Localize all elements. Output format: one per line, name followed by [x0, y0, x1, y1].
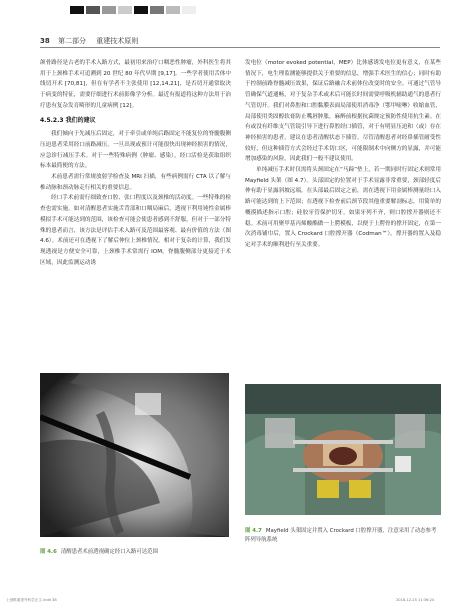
- xray-illustration: [40, 373, 229, 537]
- surgery-illustration: [245, 384, 441, 515]
- body-paragraph: 术前患者需行常规放射学检查及 MRI 扫描，有些病例需行 CTA 以了解与椎动脉和颈动脉走行相关的重要信息。: [40, 174, 231, 191]
- left-column: [40, 58, 231, 268]
- body-paragraph: 经口手术前需行细致查口腔、张口程度以及颈椎的活动度。一些特殊的检查也需实施，如对清醒患者实施舌背部和口咽局麻后，透视下利用钝性金属棒模拟手术可能达到的范围，该检查可能会使患者感到不舒服，但对于一部分特殊的患者而言，该方法是评估手术入路可及范围最客观、最有价值的方法（图 4.6）。术前还可在透视下了解后伸位上颈椎情况，相对于复杂的计算，我们发现透视是方便安全可靠，上颈椎手术常需行 IOM，脊髓腹侧部分更接近于术区域，因此监测运动诱: [40, 195, 231, 266]
- figure-4-6-label: 图 4.6: [40, 549, 57, 555]
- registration-marks: [70, 6, 196, 14]
- figure-4-7-caption: [245, 527, 441, 545]
- body-paragraph: 我们倾向于先减压后固定，对于牵引或单纯后路固定不能复位的脊髓腹侧压迫患者采用经口前路减压。一旦出现或预计可能很快出现神经损害的情况，应急诊行减压手术。对于一些特殊病例（肿瘤、感染），经口活检是获取组织标本最简便的方法。: [40, 131, 231, 170]
- body-paragraph: 单纯减压手术时仅需将头颈固定在“马蹄”垫上，若一期同时行固定术则常用 Mayfield 头架（图 4.7）。头部固定的位置对于手术显露非常重要，颈部轻度后伸有助于显露斜坡远端，在头部最后固定之前，需在透视下用金属棒测量经口入路可能达到的上下范围；在透视下检查前后颈节段其他重要解剖标志，用简单的概摸描述指示口腔；硅胶牙管保护切牙，如果牙列不齐，则口腔撑开器则还不稳。术前可用聚甲基丙烯酸酯做一上腭模板，以便于上腭骨的撑开固定，在第一次消毒铺巾后，置入 Crockard 口腔撑开器（Codman™），撑开器的置入及稳定对手术的顺利进行至关重要。: [245, 167, 441, 248]
- chapter-label: 第二部分: [57, 37, 86, 45]
- part-title: 重建技术原则: [96, 37, 139, 45]
- caption-text: 清醒患者术前透视确定经口入路可达范围: [60, 549, 158, 555]
- right-column: [245, 58, 441, 251]
- section-heading: 4.5.2.3 我们的建议: [40, 116, 96, 124]
- intro-paragraph: 颌骨路径是古老的手术入路方式，最初用来治疗口咽恶性肿瘤，外科医生将其用于上颈椎手术可追溯到 20 世纪 80 年代早期 [9,17]。一些学者使用舌体中线切开术 [70,81]，但在有学者不主张使用 [12,14,21]，是否切开通常取决于病变的特征，需要仔细进行术前影像学分析。最近有报道将这种方法用于治疗患有复杂发育畸形的儿童病例 [12]。: [40, 60, 231, 109]
- footer-file-info: 上颈椎重建外科学正文.indd 38: [6, 598, 57, 602]
- body-paragraph: 发电位（motor evoked potential，MEP）比体感诱发电位更有意义，在某些情况下，电生理监测能够提供关于重要的信息，增强手术医生的信心；同时有助于控制前路脊髓减压效果，保证后路融合术前体位改变时的安全。可通过气管导管确保气道通畅，对于复杂手术或术后可能长时间需要呼吸机辅助通气的患者行气管切开。我们对鼻腔和口腔黏膜表面局部使用消毒净（鄂甲嘧啉）收缩血管，局部使用类固醇软膏防止嘴唇肿胀，麻醉前根据抗菌规定预防性使用抗生素。在有或没有纤维支气管镜引导下进行鼻腔经口插管，对于有明显压迫和（或）存在神经损害的患者，建议在患者清醒状态下插管。尽管清醒患者对经鼻插管耐受性较好，但这种插管方式会经过手术切口区，可能限制术中向侧方的显露，并可能增加感染的风险，因此我们一般不建议使用。: [245, 60, 441, 163]
- figure-4-6-caption: [40, 548, 231, 557]
- footer-timestamp: 2018-12-25 11:36:24: [396, 598, 435, 602]
- header-rule: [40, 47, 440, 48]
- figure-4-6-fluoroscopy-image: [40, 373, 229, 537]
- figure-4-7-label: 图 4.7: [245, 528, 262, 534]
- page-number: 38: [40, 37, 50, 45]
- running-header: [40, 36, 138, 46]
- caption-text: Mayfield 头架固定并置入 Crockard 口腔撑开器，注意采用了动态参考阵列导航系统: [245, 528, 437, 543]
- figure-4-7-surgical-photo: [245, 384, 441, 515]
